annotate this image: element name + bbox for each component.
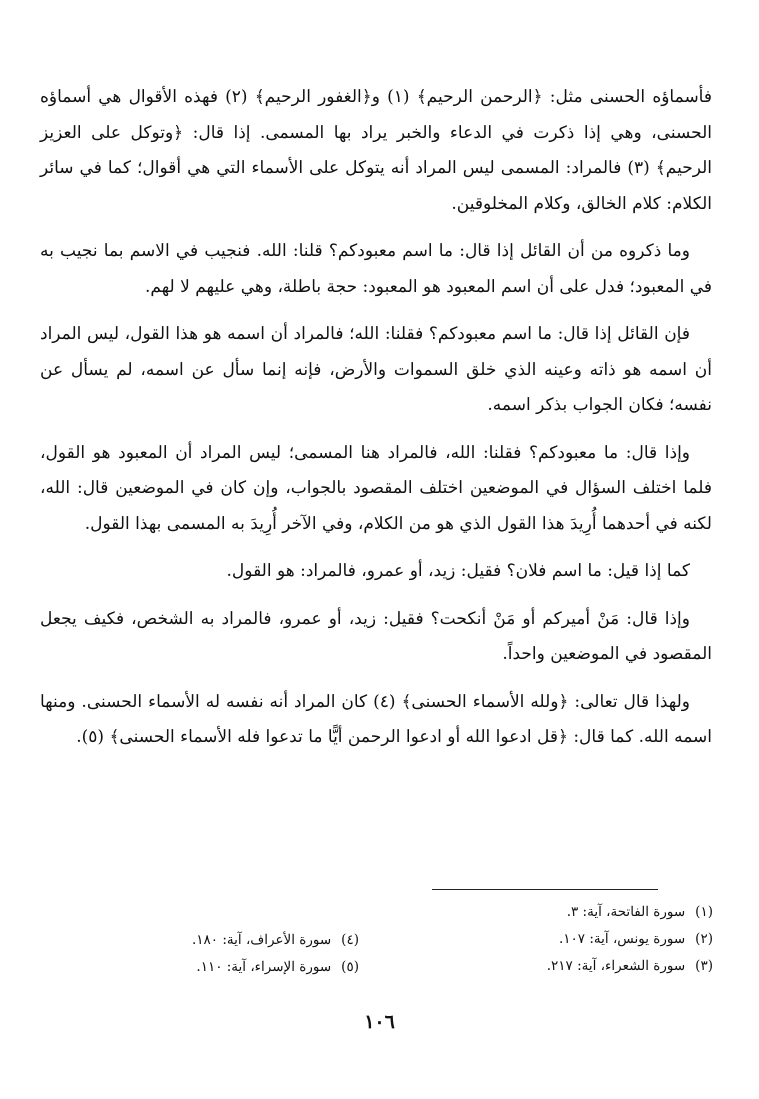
footnote-number: (٣) [695, 958, 713, 974]
footnote-text: سورة الشعراء، آية: ٢١٧. [546, 958, 686, 974]
footnote-5 [129, 954, 359, 981]
paragraph-2: وما ذكروه من أن القائل إذا قال: ما اسم معبودكم؟ قلنا: الله. فنجيب في الاسم بما نجيب به في المعبود؛ فدل على أن اسم المعبود هو المعبود: حجة باطلة، وهي عليهم لا لهم. [40, 241, 712, 297]
footnote-number: (٥) [341, 959, 359, 975]
footnotes-right-column [483, 899, 713, 980]
paragraph-6: وإذا قال: مَنْ أميركم أو مَنْ أنكحت؟ فقيل: زيد، أو عمرو، فالمراد به الشخص، فكيف يجعل المقصود في الموضعين واحداً. [40, 608, 712, 664]
paragraph-1: فأسماؤه الحسنى مثل: ﴿الرحمن الرحيم﴾ (١) و﴿الغفور الرحيم﴾ (٢) فهذه الأقوال هي أسماؤه الحسنى، وهي إذا ذكرت في الدعاء والخبر يراد بها المسمى. إذا قال: ﴿وتوكل على العزيز الرحيم﴾ (٣) فالمراد: المسمى ليس المراد أنه يتوكل على الأسماء التي هي أقوال؛ كما في سائر الكلام: كلام الخالق، وكلام المخلوقين. [40, 87, 713, 214]
footnote-number: (٤) [341, 932, 359, 948]
paragraph-4: وإذا قال: ما معبودكم؟ فقلنا: الله، فالمراد هنا المسمى؛ ليس المراد أن المعبود هو القول، فلما اختلف السؤال في الموضعين اختلف المقصود بالجواب، وإن كان في الموضعين قال: الله، لكنه في أحدهما أُرِيدَ هذا القول الذي هو من الكلام، وفي الآخر أُرِيدَ به المسمى بهذا القول. [40, 442, 712, 534]
footnote-number: (٢) [695, 931, 713, 947]
main-text [40, 80, 712, 768]
footnote-2 [483, 926, 713, 953]
paragraph-3: فإن القائل إذا قال: ما اسم معبودكم؟ فقلنا: الله؛ فالمراد أن اسمه هو هذا القول، ليس المراد أن اسمه هو ذاته وعينه الذي خلق السموات والأرض، فإنه إنما سأل عن اسمه، لم يسأل عن نفسه؛ فكان الجواب بذكر اسمه. [40, 324, 712, 415]
paragraph-7: ولهذا قال تعالى: ﴿ولله الأسماء الحسنى﴾ (٤) كان المراد أنه نفسه له الأسماء الحسنى. ومنها اسمه الله. كما قال: ﴿قل ادعوا الله أو ادعوا الرحمن أيًّا ما تدعوا فله الأسماء الحسنى﴾ (٥). [40, 691, 712, 747]
footnotes-left-column [129, 927, 359, 981]
footnote-text: سورة الإسراء، آية: ١١٠. [196, 959, 332, 975]
footnote-4 [129, 927, 359, 954]
footnote-text: سورة الأعراف، آية: ١٨٠. [192, 932, 332, 948]
footnote-number: (١) [695, 904, 713, 920]
footnote-1 [483, 899, 713, 926]
paragraph-5: كما إذا قيل: ما اسم فلان؟ فقيل: زيد، أو عمرو، فالمراد: هو القول. [226, 561, 690, 581]
footnote-text: سورة يونس، آية: ١٠٧. [559, 931, 686, 947]
page-number: ١٠٦ [364, 1011, 395, 1033]
footnote-divider [432, 889, 658, 890]
footnote-text: سورة الفاتحة، آية: ٣. [566, 904, 686, 920]
footnote-3 [483, 953, 713, 980]
